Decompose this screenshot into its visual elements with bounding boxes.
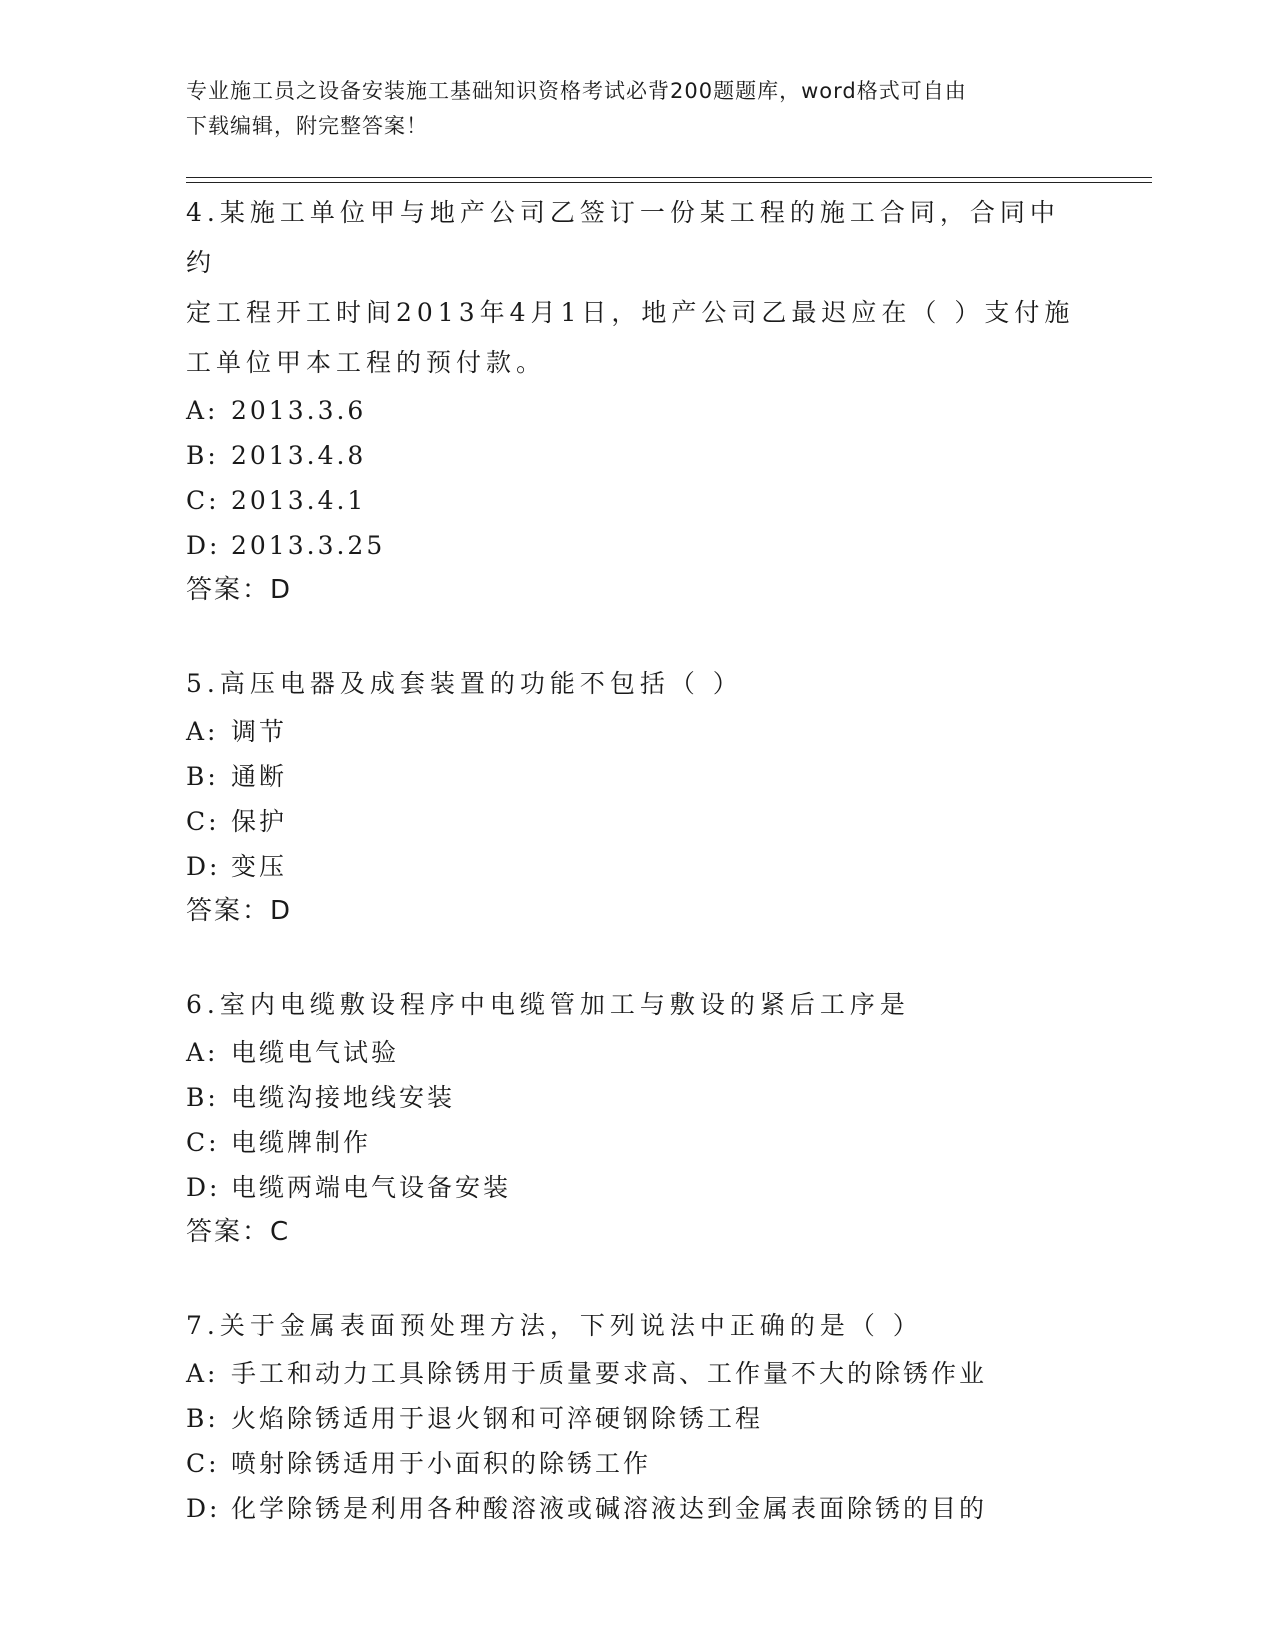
document-header: [186, 74, 1086, 144]
option-a: [186, 1030, 1086, 1075]
option-letter: A:: [186, 1038, 219, 1067]
question-stem: [186, 659, 1086, 709]
question-7: [186, 1301, 1086, 1531]
option-text: 化学除锈是利用各种酸溶液或碱溶液达到金属表面除锈的目的: [231, 1494, 988, 1523]
question-list: [186, 188, 1086, 1577]
option-letter: C:: [186, 1449, 220, 1478]
header-line-1: 专业施工员之设备安装施工基础知识资格考试必背200题题库，word格式可自由: [186, 79, 967, 103]
header-divider-bottom: [186, 182, 1152, 183]
option-text: 电缆电气试验: [231, 1038, 400, 1067]
option-letter: C:: [186, 486, 220, 515]
option-text: 通断: [231, 762, 288, 791]
option-text: 2013.3.25: [231, 531, 386, 560]
option-d: [186, 844, 1086, 889]
option-letter: B:: [186, 1083, 219, 1112]
option-a: [186, 388, 1086, 433]
option-text: 2013.4.8: [231, 441, 367, 470]
answer: 答案：C: [186, 1217, 291, 1247]
option-letter: D:: [186, 1494, 221, 1523]
option-letter: B:: [186, 441, 219, 470]
header-line-2: 下载编辑，附完整答案！: [186, 114, 428, 138]
option-d: [186, 1486, 1086, 1531]
option-text: 火焰除锈适用于退火钢和可淬硬钢除锈工程: [231, 1404, 764, 1433]
question-4: [186, 188, 1086, 613]
option-text: 保护: [231, 807, 288, 836]
option-b: [186, 754, 1086, 799]
header-divider-top: [186, 177, 1152, 178]
option-text: 2013.3.6: [231, 396, 367, 425]
option-letter: B:: [186, 1404, 219, 1433]
option-letter: D:: [186, 531, 221, 560]
option-b: [186, 1075, 1086, 1120]
option-text: 电缆两端电气设备安装: [231, 1173, 512, 1202]
question-stem-line: 定工程开工时间2013年4月1日，地产公司乙最迟应在（ ）支付施: [186, 298, 1075, 327]
option-letter: C:: [186, 807, 220, 836]
option-c: [186, 1441, 1086, 1486]
option-b: [186, 1396, 1086, 1441]
option-text: 喷射除锈适用于小面积的除锈工作: [231, 1449, 652, 1478]
answer: 答案：D: [186, 896, 293, 926]
option-text: 调节: [231, 717, 288, 746]
option-letter: D:: [186, 1173, 221, 1202]
option-c: [186, 478, 1086, 523]
question-stem-line: 4.某施工单位甲与地产公司乙签订一份某工程的施工合同，合同中约: [186, 198, 1060, 277]
option-text: 电缆牌制作: [231, 1128, 372, 1157]
question-stem: [186, 980, 1086, 1030]
option-text: 手工和动力工具除锈用于质量要求高、工作量不大的除锈作业: [231, 1359, 988, 1388]
question-5: [186, 659, 1086, 934]
option-letter: A:: [186, 1359, 219, 1388]
option-letter: A:: [186, 717, 219, 746]
option-letter: C:: [186, 1128, 220, 1157]
question-stem-line: 5.高压电器及成套装置的功能不包括（ ）: [186, 669, 743, 698]
option-text: 变压: [231, 852, 288, 881]
option-a: [186, 709, 1086, 754]
question-stem-line: 工单位甲本工程的预付款。: [186, 348, 547, 377]
option-text: 2013.4.1: [231, 486, 367, 515]
option-d: [186, 1165, 1086, 1210]
question-stem: [186, 188, 1086, 388]
option-c: [186, 799, 1086, 844]
option-text: 电缆沟接地线安装: [231, 1083, 456, 1112]
option-b: [186, 433, 1086, 478]
answer: 答案：D: [186, 575, 293, 605]
option-letter: D:: [186, 852, 221, 881]
option-letter: A:: [186, 396, 219, 425]
question-stem-line: 6.室内电缆敷设程序中电缆管加工与敷设的紧后工序是: [186, 990, 910, 1019]
question-stem-line: 7.关于金属表面预处理方法，下列说法中正确的是（ ）: [186, 1311, 923, 1340]
question-6: [186, 980, 1086, 1255]
option-a: [186, 1351, 1086, 1396]
option-c: [186, 1120, 1086, 1165]
option-letter: B:: [186, 762, 219, 791]
question-stem: [186, 1301, 1086, 1351]
option-d: [186, 523, 1086, 568]
